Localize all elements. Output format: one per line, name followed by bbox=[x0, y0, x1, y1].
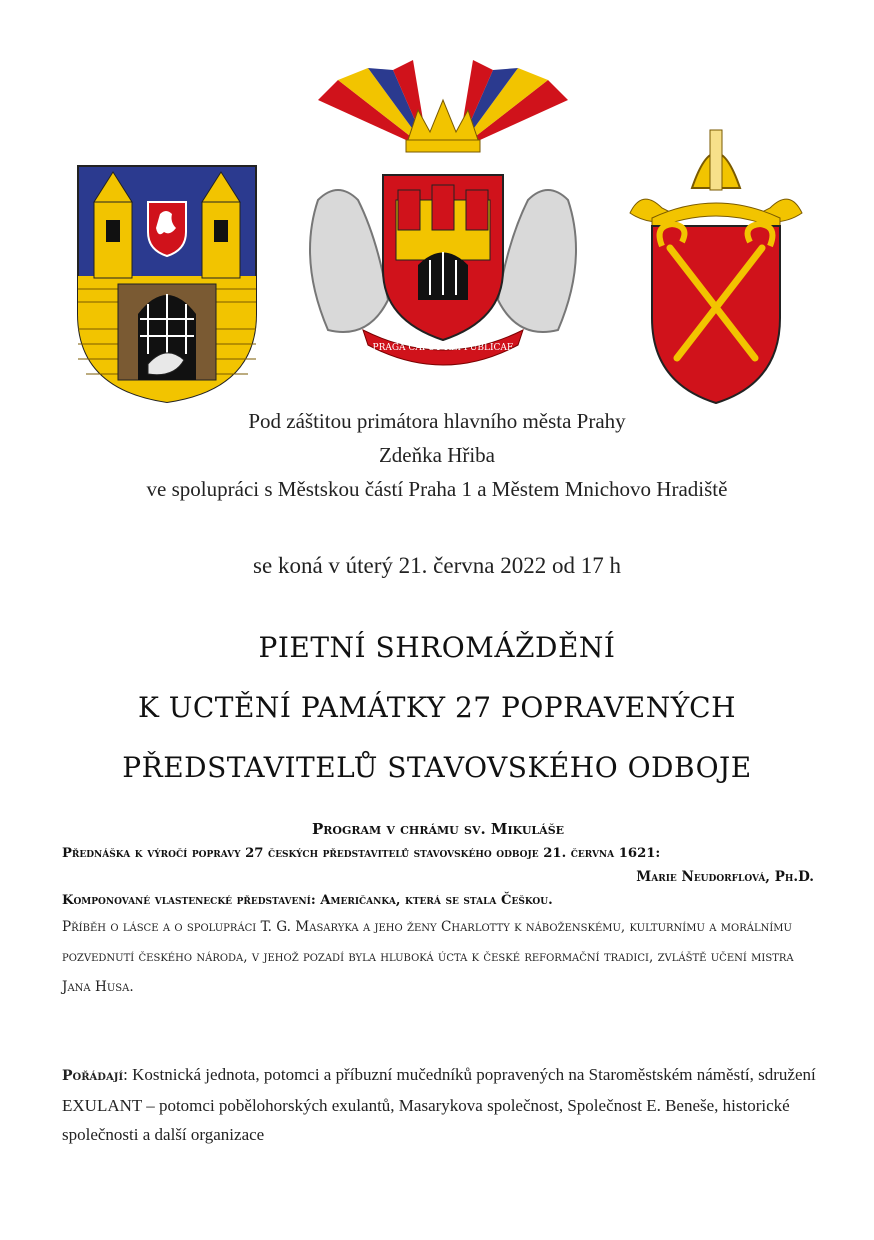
speaker-name: Marie Neudorflová, Ph.D. bbox=[636, 869, 814, 885]
organizers-block bbox=[62, 1060, 818, 1149]
performance-description: Příběh o lásce a o spolupráci T. G. Masaryka a jeho ženy Charlotty k náboženskému, kulturnímu a morálnímu pozvednutí českého národa, v jehož pozadí byla hluboká úcta k české reformační tradici, zvláště učení mistra Jana Husa. bbox=[62, 919, 794, 995]
title-line-2: K UCTĚNÍ PAMÁTKY 27 POPRAVENÝCH bbox=[137, 691, 737, 724]
prague-coat-of-arms bbox=[278, 40, 608, 370]
event-date: se koná v úterý 21. června 2022 od 17 h bbox=[253, 553, 621, 578]
program-heading: Program v chrámu sv. Mikuláše bbox=[311, 820, 565, 838]
patronage-line-3: ve spolupráci s Městskou částí Praha 1 a Městem Mnichovo Hradiště bbox=[146, 477, 728, 501]
performance-title: Komponované vlastenecké představení: Američanka, která se stala Češkou. bbox=[62, 893, 553, 908]
motto-text: PRAGA CAPUT REI PUBLICAE bbox=[372, 343, 514, 353]
mnichovo-hradiste-coat-of-arms bbox=[622, 118, 810, 408]
event-title bbox=[0, 618, 874, 798]
crests-row bbox=[0, 40, 874, 380]
organizers-label: Pořádají bbox=[62, 1068, 124, 1084]
lecture-title: Přednáška k výročí popravy 27 českých představitelů stavovského odboje 21. června 1621: bbox=[62, 846, 661, 861]
patronage-line-2: Zdeňka Hřiba bbox=[378, 443, 496, 467]
praha1-coat-of-arms bbox=[76, 164, 258, 404]
title-line-3: PŘEDSTAVITELŮ STAVOVSKÉHO ODBOJE bbox=[122, 751, 752, 784]
organizers-text: : Kostnická jednota, potomci a příbuzní mučedníků popravených na Staroměstském náměstí, sdružení EXULANT – potomci pobělohorských exulantů, Masarykova společnost, Společnost E. Beneše, historické společnosti a další organizace bbox=[62, 1065, 816, 1144]
title-line-1: PIETNÍ SHROMÁŽDĚNÍ bbox=[258, 631, 616, 664]
patronage-block bbox=[0, 404, 874, 506]
patronage-line-1: Pod záštitou primátora hlavního města Prahy bbox=[248, 409, 626, 433]
program-section bbox=[62, 820, 814, 1002]
